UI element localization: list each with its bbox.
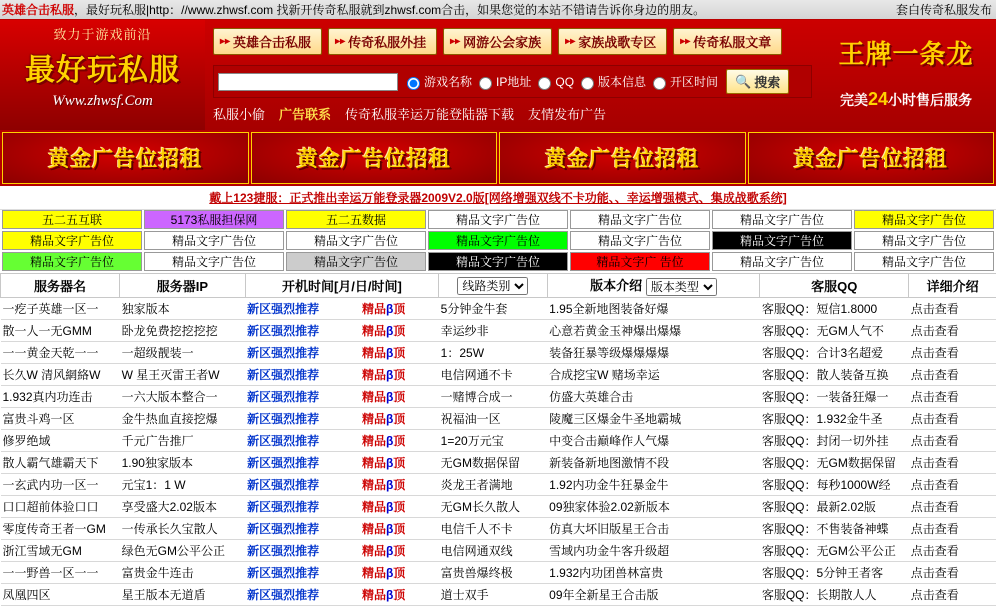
detail-link[interactable]: 点击查看: [910, 500, 959, 514]
cell-server-ip: 1.90独家版本: [120, 452, 245, 474]
cell-version-intro: 1.92内功金牛狂暴金牛: [547, 474, 760, 496]
cell-recommend: [245, 364, 360, 386]
cell-version-intro: 陵魔三区爆金牛圣地霸城: [547, 408, 760, 430]
cell-detail: [909, 320, 996, 342]
cell-version-intro: 09年全新星王合击版: [547, 584, 760, 606]
cell-detail: [909, 496, 996, 518]
text-ad-cell[interactable]: 精品文字广告位: [2, 231, 142, 250]
cell-service-qq: 客服QQ：一装备狂爆一: [760, 386, 909, 408]
beta-icon: β: [385, 324, 394, 338]
cell-line-type: 炎龙王者满地: [439, 474, 547, 496]
gold-ad-slot-1[interactable]: 黄金广告位招租: [2, 132, 249, 184]
beta-icon: β: [385, 434, 394, 448]
line-type-select[interactable]: [457, 277, 528, 295]
triangle-icon: ▸▸: [565, 36, 576, 47]
recommend-badge[interactable]: 新区强烈推荐: [247, 522, 320, 536]
table-row[interactable]: [1, 408, 996, 430]
recommend-badge[interactable]: 新区强烈推荐: [247, 434, 320, 448]
search-scope-radio[interactable]: [581, 77, 594, 90]
sponsor-sub-suffix: 小时售后服务: [888, 92, 973, 108]
text-ad-cell[interactable]: 精品文字广告位: [428, 252, 568, 271]
search-scope-option-ip[interactable]: [474, 73, 531, 90]
search-scope-option-version[interactable]: [576, 73, 646, 90]
hot-link[interactable]: 精品β顶: [361, 390, 406, 404]
cell-detail: [909, 408, 996, 430]
notice-bar: [0, 186, 996, 210]
text-ad-cell[interactable]: 精品文字广告位: [712, 252, 852, 271]
table-row[interactable]: [1, 386, 996, 408]
recommend-badge[interactable]: 新区强烈推荐: [247, 566, 320, 580]
text-ad-cell[interactable]: 精品文字广告位: [428, 210, 568, 229]
cell-server-name: 富贵斗鸡一区: [1, 408, 120, 430]
cell-service-qq: 客服QQ：散人装备互换: [760, 364, 909, 386]
cell-server-ip: 一六大版本整合一: [120, 386, 245, 408]
sponsor-sub-prefix: 完美: [839, 92, 868, 108]
text-ad-row: [2, 210, 994, 229]
nav-label: 传奇私服文章: [693, 35, 772, 50]
cell-server-name: 1.932真内功连击: [1, 386, 120, 408]
recommend-badge[interactable]: 新区强烈推荐: [247, 324, 320, 338]
table-row[interactable]: [1, 562, 996, 584]
hot-link[interactable]: 精品β顶: [361, 368, 406, 382]
sponsor-brand-sub: [816, 89, 996, 110]
cell-service-qq: 客服QQ：每秒1000W经: [760, 474, 909, 496]
detail-link[interactable]: 点击查看: [910, 566, 959, 580]
detail-link[interactable]: 点击查看: [910, 588, 959, 602]
nav-label: 传奇私服外挂: [348, 35, 427, 50]
search-scope-label: 游戏名称: [424, 75, 473, 89]
cell-server-ip: 千元广告推厂: [120, 430, 245, 452]
cell-detail: [909, 562, 996, 584]
th-detail: 详细介绍: [909, 274, 996, 298]
search-input[interactable]: [218, 73, 398, 91]
search-scope-label: 版本信息: [598, 75, 647, 89]
beta-icon: β: [385, 566, 394, 580]
cell-recommend: [245, 496, 360, 518]
search-scope-radio[interactable]: [479, 77, 492, 90]
nav-item-warsong[interactable]: [558, 28, 667, 55]
beta-icon: β: [385, 456, 394, 470]
site-slogan: 致力于游戏前沿: [53, 27, 152, 42]
table-row[interactable]: [1, 452, 996, 474]
text-ad-cell[interactable]: 精品文字广告位: [286, 231, 426, 250]
cell-service-qq: 客服QQ：封闭一切外挂: [760, 430, 909, 452]
th-line-type: [439, 274, 547, 298]
text-ad-cell[interactable]: 精品文字广告位: [712, 210, 852, 229]
cell-server-ip: W 星王灭雷王者W: [120, 364, 245, 386]
search-scope-radio[interactable]: [407, 77, 420, 90]
hot-link[interactable]: 精品β顶: [361, 566, 406, 580]
sponsor-sub-number: 24: [867, 89, 889, 109]
detail-link[interactable]: 点击查看: [910, 346, 959, 360]
text-ad-cell[interactable]: 精品文字广告位: [144, 231, 284, 250]
recommend-badge[interactable]: 新区强烈推荐: [247, 500, 320, 514]
table-row[interactable]: [1, 364, 996, 386]
triangle-icon: ▸▸: [335, 36, 346, 47]
cell-hot-links: [360, 518, 439, 540]
detail-link[interactable]: 点击查看: [910, 544, 959, 558]
cell-server-name: 一疙子英雄一区一: [1, 298, 120, 320]
cell-server-name: 一一野兽一区一一: [1, 562, 120, 584]
cell-detail: [909, 430, 996, 452]
search-scope-label: IP地址: [496, 75, 532, 89]
text-ad-row: [2, 231, 994, 250]
gold-ad-slot-2[interactable]: 黄金广告位招租: [251, 132, 498, 184]
cell-service-qq: 客服QQ：5分钟王者客: [760, 562, 909, 584]
cell-detail: [909, 474, 996, 496]
cell-server-name: 一玄武内功一区一: [1, 474, 120, 496]
cell-server-name: 一一黄金天乾一一: [1, 342, 120, 364]
table-row[interactable]: [1, 474, 996, 496]
beta-icon: β: [385, 368, 394, 382]
site-logo-text: 最好玩私服: [25, 53, 180, 88]
th-open-time: 开机时间[月/日/时间]: [245, 274, 439, 298]
cell-detail: [909, 452, 996, 474]
version-type-select[interactable]: [646, 278, 717, 296]
search-scope-radio[interactable]: [653, 77, 666, 90]
server-list-table: [0, 273, 996, 606]
nav-label: 家族战歌专区: [578, 35, 657, 50]
search-bar: [213, 65, 812, 98]
table-row[interactable]: [1, 298, 996, 320]
search-scope-option-qq[interactable]: [533, 74, 574, 90]
cell-line-type: 电信网通双线: [439, 540, 547, 562]
search-scope-option-time[interactable]: [648, 73, 718, 90]
cell-server-name: 零度传奇王者一GM: [1, 518, 120, 540]
detail-link[interactable]: 点击查看: [910, 368, 959, 382]
sponsor-brand[interactable]: [816, 20, 996, 130]
recommend-badge[interactable]: 新区强烈推荐: [247, 412, 320, 426]
cell-detail: [909, 518, 996, 540]
recommend-badge[interactable]: 新区强烈推荐: [247, 346, 320, 360]
beta-icon: β: [385, 522, 394, 536]
text-ad-cell[interactable]: 精品文字广告位: [2, 252, 142, 271]
notice-link[interactable]: 戴上123捷服：正式推出幸运万能登录器2009V2.0版[网络增强双线不卡功能、、幸运增强模式、集成战歌系统]: [209, 191, 787, 205]
site-header: [0, 20, 996, 130]
cell-hot-links: [360, 364, 439, 386]
cell-server-ip: 星王版本无道盾: [120, 584, 245, 606]
hot-link[interactable]: 精品β顶: [361, 456, 406, 470]
nav-item-hero[interactable]: [213, 28, 322, 55]
gold-ad-slot-3[interactable]: 黄金广告位招租: [499, 132, 746, 184]
main-nav: [205, 20, 816, 59]
site-logo-block[interactable]: [0, 20, 205, 130]
cell-version-intro: 装备狂暴等级爆爆爆爆: [547, 342, 760, 364]
detail-link[interactable]: 点击查看: [910, 456, 959, 470]
text-ad-grid: [0, 210, 996, 271]
topbar-right-label: 套白传奇私服发布: [895, 3, 992, 17]
nav-item-article[interactable]: [673, 28, 782, 55]
cell-server-name: 浙江雪域无GM: [1, 540, 120, 562]
hot-link[interactable]: 精品β顶: [361, 302, 406, 316]
cell-version-intro: 中变合击巅峰作人气爆: [547, 430, 760, 452]
cell-line-type: 1：25W: [439, 342, 547, 364]
text-ad-cell[interactable]: 五二五互联: [2, 210, 142, 229]
cell-service-qq: 客服QQ：无GM人气不: [760, 320, 909, 342]
cell-line-type: 电信网通不卡: [439, 364, 547, 386]
cell-version-intro: 新装备新地图激情不段: [547, 452, 760, 474]
marquee-topbar: [0, 0, 996, 20]
nav-item-plugin[interactable]: [328, 28, 437, 55]
server-list-body: [1, 298, 996, 606]
text-ad-cell[interactable]: 精品文字广 告位: [570, 252, 710, 271]
cell-line-type: 幸运纱非: [439, 320, 547, 342]
recommend-badge[interactable]: 新区强烈推荐: [247, 368, 320, 382]
site-url-text: Www.zhwsf.Com: [52, 93, 153, 109]
cell-hot-links: [360, 298, 439, 320]
cell-recommend: [245, 342, 360, 364]
topbar-lead: 英雄合击私服: [2, 3, 75, 17]
cell-detail: [909, 342, 996, 364]
detail-link[interactable]: 点击查看: [910, 390, 959, 404]
table-row[interactable]: [1, 496, 996, 518]
text-ad-cell[interactable]: 精品文字广告位: [854, 231, 994, 250]
th-version-label: 版本介绍: [590, 278, 643, 294]
cell-line-type: 无GM长久散人: [439, 496, 547, 518]
hot-link[interactable]: 精品β顶: [361, 346, 406, 360]
subnav-item-friendad[interactable]: 友情发布广告: [528, 107, 607, 122]
cell-server-ip: 享受盛大2.02版本: [120, 496, 245, 518]
beta-icon: β: [385, 302, 394, 316]
cell-line-type: 5分钟金牛套: [439, 298, 547, 320]
hot-link[interactable]: 精品β顶: [361, 412, 406, 426]
subnav-item-launcher[interactable]: 传奇私服幸运万能登陆器下载: [345, 107, 515, 122]
cell-version-intro: 仿盛大英雄合击: [547, 386, 760, 408]
cell-server-name: 散人霸气雄霸天下: [1, 452, 120, 474]
recommend-badge[interactable]: 新区强烈推荐: [247, 478, 320, 492]
cell-version-intro: 仿真大坏旧版星王合击: [547, 518, 760, 540]
text-ad-row: [2, 252, 994, 271]
detail-link[interactable]: 点击查看: [910, 434, 959, 448]
recommend-badge[interactable]: 新区强烈推荐: [247, 302, 320, 316]
search-scope-option-name[interactable]: [402, 73, 472, 90]
text-ad-cell[interactable]: 精品文字广告位: [712, 231, 852, 250]
header-center: [205, 20, 816, 130]
cell-service-qq: 客服QQ：无GM公平公正: [760, 540, 909, 562]
th-version-intro: [547, 274, 760, 298]
cell-hot-links: [360, 452, 439, 474]
beta-icon: β: [385, 544, 394, 558]
cell-detail: [909, 386, 996, 408]
cell-server-ip: 绿色无GM公平公正: [120, 540, 245, 562]
cell-recommend: [245, 540, 360, 562]
text-ad-cell[interactable]: 五二五数据: [286, 210, 426, 229]
cell-service-qq: 客服QQ：最新2.02版: [760, 496, 909, 518]
text-ad-cell[interactable]: 精品文字广告位: [570, 231, 710, 250]
cell-detail: [909, 540, 996, 562]
search-button-label: 搜索: [754, 75, 781, 90]
cell-version-intro: 合成挖宝W 赌场幸运: [547, 364, 760, 386]
sub-nav: [213, 104, 816, 123]
table-row[interactable]: [1, 584, 996, 606]
table-row[interactable]: [1, 430, 996, 452]
search-scope-label: QQ: [555, 74, 575, 89]
cell-recommend: [245, 562, 360, 584]
th-server-ip: 服务器IP: [120, 274, 245, 298]
cell-detail: [909, 584, 996, 606]
cell-hot-links: [360, 540, 439, 562]
cell-server-ip: 元宝1：1 W: [120, 474, 245, 496]
th-service-qq: 客服QQ: [760, 274, 909, 298]
cell-version-intro: 09独家体验2.02新版本: [547, 496, 760, 518]
recommend-badge[interactable]: 新区强烈推荐: [247, 588, 320, 602]
subnav-item-thief[interactable]: 私服小偷: [213, 107, 266, 122]
cell-recommend: [245, 474, 360, 496]
text-ad-cell[interactable]: 精品文字广告位: [286, 252, 426, 271]
detail-link[interactable]: 点击查看: [910, 522, 959, 536]
cell-service-qq: 客服QQ：短信1.8000: [760, 298, 909, 320]
th-server-name: 服务器名: [1, 274, 120, 298]
cell-service-qq: 客服QQ：不售装备神蝶: [760, 518, 909, 540]
text-ad-cell[interactable]: 精品文字广告位: [854, 210, 994, 229]
search-button[interactable]: [726, 69, 789, 94]
cell-version-intro: 1.932内功团兽林富贵: [547, 562, 760, 584]
recommend-badge[interactable]: 新区强烈推荐: [247, 390, 320, 404]
table-row[interactable]: [1, 540, 996, 562]
cell-hot-links: [360, 496, 439, 518]
triangle-icon: ▸▸: [680, 36, 691, 47]
cell-hot-links: [360, 430, 439, 452]
cell-hot-links: [360, 342, 439, 364]
detail-link[interactable]: 点击查看: [910, 478, 959, 492]
cell-server-ip: 一传承长久宝散人: [120, 518, 245, 540]
cell-server-ip: 卧龙免费挖挖挖挖: [120, 320, 245, 342]
magnifier-icon: 🔍: [735, 73, 752, 89]
cell-recommend: [245, 518, 360, 540]
text-ad-cell[interactable]: 精品文字广告位: [428, 231, 568, 250]
topbar-message: ，最好玩私服|http：//www.zhwsf.com 找新开传奇私服就到zhwsf.com合击，如果您觉的本站不错请告诉你身边的朋友。: [74, 3, 706, 17]
cell-recommend: [245, 320, 360, 342]
cell-recommend: [245, 430, 360, 452]
cell-line-type: 1=20万元宝: [439, 430, 547, 452]
cell-server-name: 修罗绝域: [1, 430, 120, 452]
table-row[interactable]: [1, 518, 996, 540]
sponsor-brand-title: 王牌一条龙: [838, 39, 974, 69]
cell-hot-links: [360, 562, 439, 584]
cell-hot-links: [360, 584, 439, 606]
cell-version-intro: 1.95全新地图装备好爆: [547, 298, 760, 320]
hot-link[interactable]: 精品β顶: [361, 500, 406, 514]
recommend-badge[interactable]: 新区强烈推荐: [247, 456, 320, 470]
cell-line-type: 祝福油一区: [439, 408, 547, 430]
recommend-badge[interactable]: 新区强烈推荐: [247, 544, 320, 558]
hot-link[interactable]: 精品β顶: [361, 434, 406, 448]
search-scope-label: 开区时间: [670, 75, 719, 89]
cell-line-type: 电信千人不卡: [439, 518, 547, 540]
cell-server-ip: 金牛热血直接挖爆: [120, 408, 245, 430]
cell-recommend: [245, 408, 360, 430]
table-row[interactable]: [1, 342, 996, 364]
search-scope-radios: [402, 73, 718, 90]
cell-recommend: [245, 584, 360, 606]
cell-server-ip: 独家版本: [120, 298, 245, 320]
cell-service-qq: 客服QQ：长期散人人: [760, 584, 909, 606]
cell-hot-links: [360, 408, 439, 430]
cell-line-type: 一赌博合成一: [439, 386, 547, 408]
cell-detail: [909, 298, 996, 320]
beta-icon: β: [385, 390, 394, 404]
text-ad-cell[interactable]: 5173私服担保网: [144, 210, 284, 229]
cell-service-qq: 客服QQ：无GM数据保留: [760, 452, 909, 474]
beta-icon: β: [385, 412, 394, 426]
hot-link[interactable]: 精品β顶: [361, 478, 406, 492]
hot-link[interactable]: 精品β顶: [361, 544, 406, 558]
detail-link[interactable]: 点击查看: [910, 324, 959, 338]
nav-item-guild[interactable]: [443, 28, 552, 55]
cell-version-intro: 心意若黄金玉神爆出爆爆: [547, 320, 760, 342]
cell-line-type: 富贵兽爆终极: [439, 562, 547, 584]
cell-detail: [909, 364, 996, 386]
beta-icon: β: [385, 478, 394, 492]
cell-server-name: 口口超前体验口口: [1, 496, 120, 518]
cell-version-intro: 雪域内功金牛客升级超: [547, 540, 760, 562]
detail-link[interactable]: 点击查看: [910, 302, 959, 316]
table-row[interactable]: [1, 320, 996, 342]
triangle-icon: ▸▸: [220, 36, 231, 47]
text-ad-cell[interactable]: 精品文字广告位: [570, 210, 710, 229]
cell-line-type: 无GM数据保留: [439, 452, 547, 474]
beta-icon: β: [385, 500, 394, 514]
text-ad-cell[interactable]: 精品文字广告位: [854, 252, 994, 271]
triangle-icon: ▸▸: [450, 36, 461, 47]
nav-label: 英雄合击私服: [233, 35, 312, 50]
beta-icon: β: [385, 588, 394, 602]
cell-server-name: 凤凰四区: [1, 584, 120, 606]
cell-recommend: [245, 452, 360, 474]
gold-ad-slot-4[interactable]: 黄金广告位招租: [748, 132, 995, 184]
search-scope-radio[interactable]: [538, 77, 551, 90]
cell-recommend: [245, 386, 360, 408]
subnav-item-adcontact[interactable]: 广告联系: [279, 107, 332, 122]
detail-link[interactable]: 点击查看: [910, 412, 959, 426]
hot-link[interactable]: 精品β顶: [361, 324, 406, 338]
beta-icon: β: [385, 346, 394, 360]
hot-link[interactable]: 精品β顶: [361, 588, 406, 602]
cell-server-name: 长久W 清风網絡W: [1, 364, 120, 386]
gold-ad-row: [0, 130, 996, 186]
cell-service-qq: 客服QQ：1.932金牛圣: [760, 408, 909, 430]
hot-link[interactable]: 精品β顶: [361, 522, 406, 536]
cell-recommend: [245, 298, 360, 320]
cell-service-qq: 客服QQ：合计3名超爱: [760, 342, 909, 364]
nav-label: 网游公会家族: [463, 35, 542, 50]
cell-server-ip: 富贵金牛连击: [120, 562, 245, 584]
cell-hot-links: [360, 474, 439, 496]
text-ad-cell[interactable]: 精品文字广告位: [144, 252, 284, 271]
table-header-row: [1, 274, 996, 298]
cell-hot-links: [360, 386, 439, 408]
cell-line-type: 道士双手: [439, 584, 547, 606]
cell-hot-links: [360, 320, 439, 342]
cell-server-name: 散一人一无GMM: [1, 320, 120, 342]
cell-server-ip: 一超级靓装一: [120, 342, 245, 364]
